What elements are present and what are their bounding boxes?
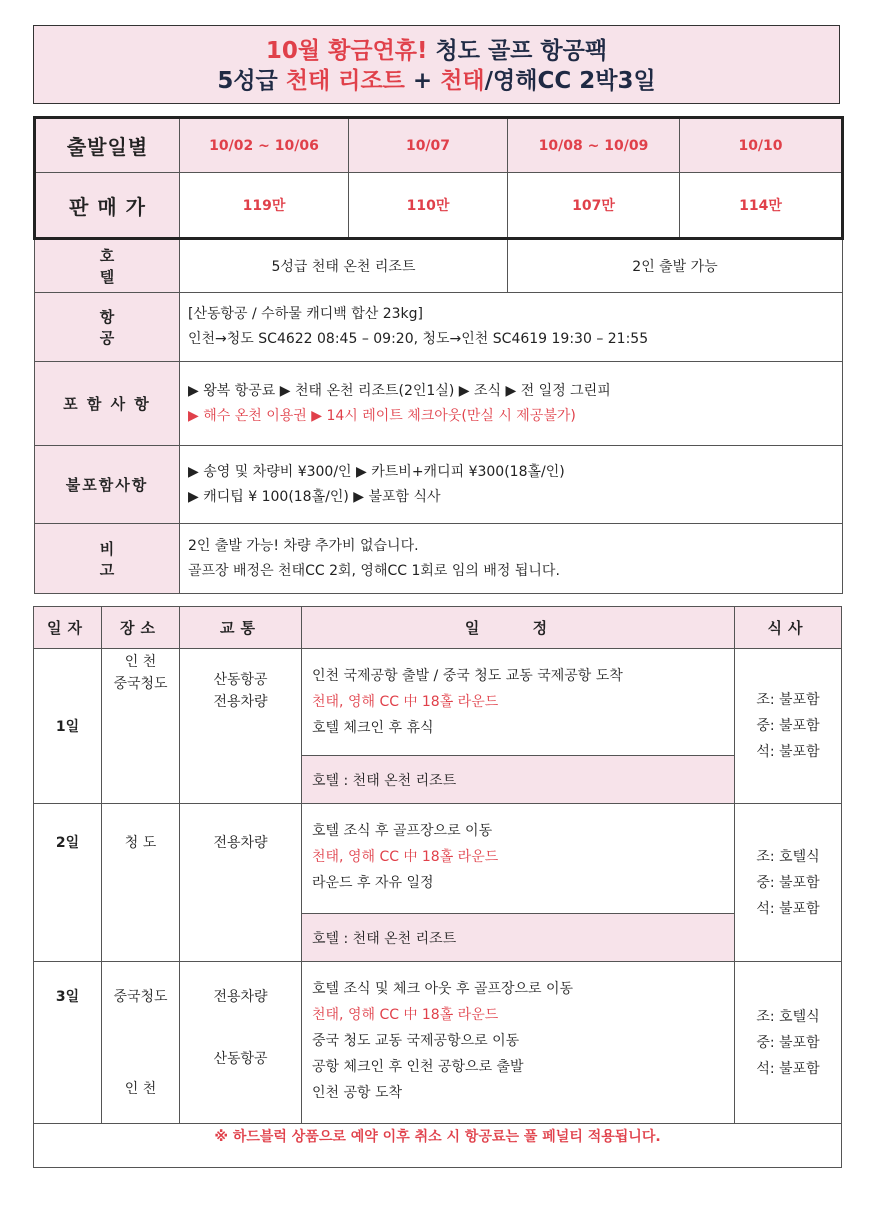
hotel-label: 호 텔 — [35, 239, 180, 293]
day3-place — [102, 962, 180, 1124]
air-flights: 인천→청도 SC4622 08:45 – 09:20, 청도→인천 SC4619 19:30 – 21:55 — [188, 331, 649, 347]
day3-meal-2: 중: 불포함 — [756, 1034, 820, 1051]
date-1: 10/02 ~ 10/06 — [180, 118, 349, 173]
day3-transport-1: 전용차량 — [213, 989, 268, 1005]
day2-meal-2: 중: 불포함 — [756, 874, 820, 891]
day2-plan — [302, 804, 735, 914]
air-baggage: [산동항공 / 수하물 캐디백 합산 23kg] — [188, 306, 423, 322]
day3-place-2: 인 천 — [124, 1081, 157, 1097]
day1-place — [102, 649, 180, 804]
excluded-line2: ▶ 캐디팁 ¥ 100(18홀/인) ▶ 불포함 식사 — [188, 488, 441, 505]
price-row — [35, 173, 843, 239]
day1-meal — [735, 649, 842, 804]
excluded-info — [180, 446, 843, 524]
day1-transport-1: 산동항공 — [213, 672, 268, 688]
day1-meal-2: 중: 불포함 — [756, 718, 820, 734]
title-grade: 5성급 — [217, 68, 286, 94]
air-label: 항 공 — [35, 293, 180, 362]
hotel-note: 2인 출발 가능 — [508, 239, 843, 293]
day2-place-1: 청 도 — [124, 835, 157, 851]
header-meal: 식사 — [735, 607, 842, 649]
day2-plan-1: 호텔 조식 후 골프장으로 이동 — [312, 823, 493, 839]
day1-place-1: 인 천 — [124, 654, 157, 670]
footnote-row — [34, 1124, 842, 1168]
day3-place-1: 중국청도 — [113, 989, 168, 1005]
day3-meal — [735, 962, 842, 1124]
day3-plan-2: 천태, 영해 CC 中 18홀 라운드 — [312, 1007, 499, 1023]
day1-transport — [180, 649, 302, 804]
day2-meal-3: 석: 불포함 — [756, 900, 820, 917]
title-resort: 천태 리조트 — [285, 68, 405, 94]
day1-plan-2: 천태, 영해 CC 中 18홀 라운드 — [312, 694, 499, 710]
included-line1: ▶ 왕복 항공료 ▶ 천태 온천 리조트(2인1실) ▶ 조식 ▶ 전 일정 그린피 — [188, 382, 611, 399]
day2-place — [102, 804, 180, 962]
date-4: 10/10 — [680, 118, 843, 173]
day3-row — [34, 962, 842, 1124]
note-row — [35, 524, 843, 594]
day3-plan-3: 중국 청도 교동 국제공항으로 이동 — [312, 1033, 520, 1049]
price-label: 판 매 가 — [35, 173, 180, 239]
excluded-label: 불포함사항 — [35, 446, 180, 524]
schedule-table — [33, 606, 842, 1168]
included-label: 포 함 사 항 — [35, 362, 180, 446]
header-day: 일자 — [34, 607, 102, 649]
day1-row — [34, 649, 842, 756]
included-line2: ▶ 해수 온천 이용권 ▶ 14시 레이트 체크아웃(만실 시 제공불가) — [188, 407, 576, 424]
title-cc-rest: /영해CC 2박3일 — [484, 68, 656, 94]
day2-transport-1: 전용차량 — [213, 835, 268, 851]
day2-plan-3: 라운드 후 자유 일정 — [312, 875, 434, 891]
note-line1: 2인 출발 가능! 차량 추가비 없습니다. — [188, 537, 419, 554]
note-label: 비 고 — [35, 524, 180, 594]
air-row — [35, 293, 843, 362]
day3-transport — [180, 962, 302, 1124]
header-place: 장소 — [102, 607, 180, 649]
day1-transport-2: 전용차량 — [213, 694, 268, 710]
day1-plan-3: 호텔 체크인 후 휴식 — [312, 720, 434, 736]
title-product: 청도 골프 항공팩 — [427, 38, 608, 64]
day1-meal-1: 조: 불포함 — [756, 692, 820, 708]
footnote: ※ 하드블럭 상품으로 예약 이후 취소 시 항공료는 풀 페널티 적용됩니다. — [34, 1124, 842, 1168]
title-line2 — [34, 66, 839, 96]
info-table — [33, 116, 844, 594]
note-info — [180, 524, 843, 594]
price-1: 119만 — [180, 173, 349, 239]
day1-meal-3: 석: 불포함 — [756, 744, 820, 760]
day1-hotel: 호텔 : 천태 온천 리조트 — [302, 756, 735, 804]
included-info — [180, 362, 843, 446]
day3-transport-2: 산동항공 — [213, 1051, 268, 1067]
air-info — [180, 293, 843, 362]
day2-row — [34, 804, 842, 914]
price-3: 107만 — [508, 173, 680, 239]
day2-meal — [735, 804, 842, 962]
note-line2: 골프장 배정은 천태CC 2회, 영해CC 1회로 임의 배정 됩니다. — [188, 562, 560, 579]
departure-label: 출발일별 — [35, 118, 180, 173]
hotel-row — [35, 239, 843, 293]
schedule-header — [34, 607, 842, 649]
excluded-line1: ▶ 송영 및 차량비 ¥300/인 ▶ 카트비+캐디피 ¥300(18홀/인) — [188, 463, 565, 480]
included-row — [35, 362, 843, 446]
day1-plan — [302, 649, 735, 756]
day3-meal-1: 조: 호텔식 — [756, 1008, 820, 1025]
title-line1 — [34, 36, 839, 66]
day3-label: 3일 — [34, 962, 102, 1124]
title-plus: + — [404, 68, 441, 94]
departure-row — [35, 118, 843, 173]
day2-transport — [180, 804, 302, 962]
hotel-name: 5성급 천태 온천 리조트 — [180, 239, 508, 293]
date-2: 10/07 — [349, 118, 508, 173]
price-2: 110만 — [349, 173, 508, 239]
day1-place-2: 중국청도 — [113, 676, 168, 692]
day3-plan — [302, 962, 735, 1124]
header-plan: 일 정 — [302, 607, 735, 649]
day3-plan-4: 공항 체크인 후 인천 공항으로 출발 — [312, 1059, 524, 1075]
title-highlight: 10월 황금연휴! — [265, 38, 428, 64]
date-3: 10/08 ~ 10/09 — [508, 118, 680, 173]
day2-plan-2: 천태, 영해 CC 中 18홀 라운드 — [312, 849, 499, 865]
day3-meal-3: 석: 불포함 — [756, 1060, 820, 1077]
header-transport: 교통 — [180, 607, 302, 649]
day1-plan-1: 인천 국제공항 출발 / 중국 청도 교동 국제공항 도착 — [312, 668, 623, 684]
day3-plan-1: 호텔 조식 및 체크 아웃 후 골프장으로 이동 — [312, 981, 574, 997]
price-4: 114만 — [680, 173, 843, 239]
title-box — [33, 25, 840, 104]
day3-plan-5: 인천 공항 도착 — [312, 1085, 403, 1101]
day2-meal-1: 조: 호텔식 — [756, 848, 820, 865]
title-cc-red: 천태 — [440, 68, 485, 94]
day2-hotel: 호텔 : 천태 온천 리조트 — [302, 914, 735, 962]
day2-label: 2일 — [34, 804, 102, 962]
excluded-row — [35, 446, 843, 524]
day1-label: 1일 — [34, 649, 102, 804]
